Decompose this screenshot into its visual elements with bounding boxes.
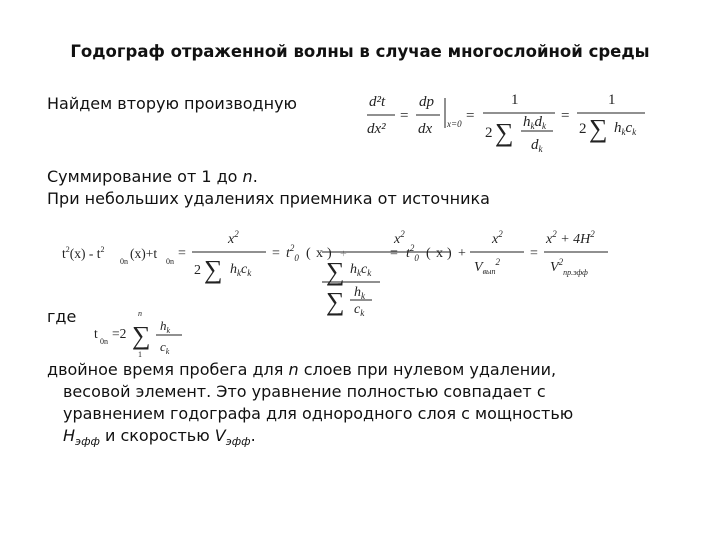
summation-prefix: Суммирование от 1 до xyxy=(47,167,243,186)
svg-text:t: t xyxy=(94,326,98,341)
para-H-sub: эфф xyxy=(75,435,100,449)
para-line3: уравнением годографа для однородного слоя с мощностью xyxy=(63,404,574,423)
svg-text:=: = xyxy=(561,108,570,124)
para-line1 xyxy=(47,360,556,379)
svg-text:Vвып2: $V_{вып}^2$ xyxy=(474,257,500,276)
svg-text:=2: =2 xyxy=(112,326,127,341)
para-mid: и скоростью xyxy=(99,426,215,445)
svg-text:t20: $t^2_0$ xyxy=(406,243,419,263)
svg-text:x2: $x^2$ xyxy=(394,229,405,247)
svg-text:0n: 0n xyxy=(100,337,108,346)
svg-text:d²t: d²t xyxy=(369,94,386,110)
text-where: где xyxy=(47,307,77,326)
svg-text:t2(x) - t2: $t^2(x) - t^2$ xyxy=(62,245,105,261)
svg-text:dx²: dx² xyxy=(367,121,386,137)
formula-hodograph-small-offset xyxy=(60,226,610,318)
svg-text:hk: $h_k$ xyxy=(160,318,171,335)
svg-text:=: = xyxy=(178,246,186,261)
text-small-offsets: При небольших удалениях приемника от источника xyxy=(47,189,490,208)
svg-text:∑: ∑ xyxy=(326,257,345,286)
svg-text:): ) xyxy=(327,246,332,261)
svg-text:=: = xyxy=(390,246,398,261)
svg-text:1: 1 xyxy=(511,92,519,108)
svg-text:dk: $d_k$ xyxy=(531,137,543,154)
svg-text:2: 2 xyxy=(579,121,587,137)
svg-text:hkck: $h_kc_k$ xyxy=(614,120,637,137)
svg-text:hkck: $h_kc_k$ xyxy=(350,262,372,278)
para-H: H xyxy=(63,426,76,445)
svg-text:0n: 0n xyxy=(166,257,174,266)
summation-n: n xyxy=(242,167,253,186)
svg-text:x: x xyxy=(436,246,443,261)
svg-text:): ) xyxy=(447,246,452,261)
para-line4 xyxy=(47,425,667,453)
slide-title: Годограф отраженной волны в случае многослойной среды xyxy=(70,42,650,61)
para-n: n xyxy=(288,360,299,379)
svg-text:n: n xyxy=(138,309,142,318)
svg-text:(: ( xyxy=(426,246,431,261)
svg-text:dx: dx xyxy=(418,121,433,137)
formula-second-derivative xyxy=(365,88,655,168)
svg-text:2: 2 xyxy=(194,263,201,278)
svg-text:x: x xyxy=(316,246,323,261)
svg-text:+: + xyxy=(340,246,347,260)
text-summation xyxy=(47,166,258,188)
svg-text:dp: dp xyxy=(419,94,434,110)
svg-text:hkck: $h_kc_k$ xyxy=(230,262,252,278)
svg-text:x2: $x^2$ xyxy=(492,229,503,247)
svg-text:+: + xyxy=(458,246,466,261)
svg-text:ck: $c_k$ xyxy=(160,339,170,356)
svg-text:∑: ∑ xyxy=(204,255,223,284)
svg-text:x2: $x^2$ xyxy=(228,229,239,247)
svg-text:hkdk: $h_kd_k$ xyxy=(523,114,546,131)
svg-text:∑: ∑ xyxy=(589,114,608,143)
svg-text:∑: ∑ xyxy=(132,321,151,350)
svg-text:2: 2 xyxy=(485,125,493,141)
formula-t0n xyxy=(92,306,192,360)
svg-text:(x)+t: (x)+t xyxy=(130,246,158,261)
svg-text:=: = xyxy=(400,108,409,124)
para-V: V xyxy=(214,426,226,445)
svg-text:t20: $t^2_0$ xyxy=(286,243,299,263)
svg-text:1: 1 xyxy=(608,92,616,108)
svg-text:hk: $h_k$ xyxy=(354,285,365,301)
svg-text:x2 + 4H2: $x^2 + 4H^2$ xyxy=(546,229,595,247)
svg-text:x=0: x=0 xyxy=(447,119,462,129)
summation-suffix: . xyxy=(252,167,258,186)
para-part1: двойное время пробега для xyxy=(47,360,289,379)
svg-text:V2пр.эфф: $V^2_{пр.эфф}$ xyxy=(550,257,588,277)
para-part2: слоев при нулевом удалении, xyxy=(298,360,557,379)
svg-text:ck: $c_k$ xyxy=(354,302,365,318)
svg-text:(: ( xyxy=(306,246,311,261)
svg-text:∑: ∑ xyxy=(495,118,514,147)
svg-text:=: = xyxy=(530,246,538,261)
para-line2: весовой элемент. Это уравнение полностью совпадает с xyxy=(63,382,546,401)
svg-text:∑: ∑ xyxy=(326,287,345,316)
svg-text:=: = xyxy=(272,246,280,261)
explanation-paragraph xyxy=(47,359,667,453)
para-V-sub: эфф xyxy=(225,435,251,449)
svg-text:=: = xyxy=(466,108,475,124)
svg-text:1: 1 xyxy=(138,350,142,359)
para-end: . xyxy=(250,426,256,445)
text-second-derivative: Найдем вторую производную xyxy=(47,94,298,113)
svg-text:0n: 0n xyxy=(120,257,128,266)
